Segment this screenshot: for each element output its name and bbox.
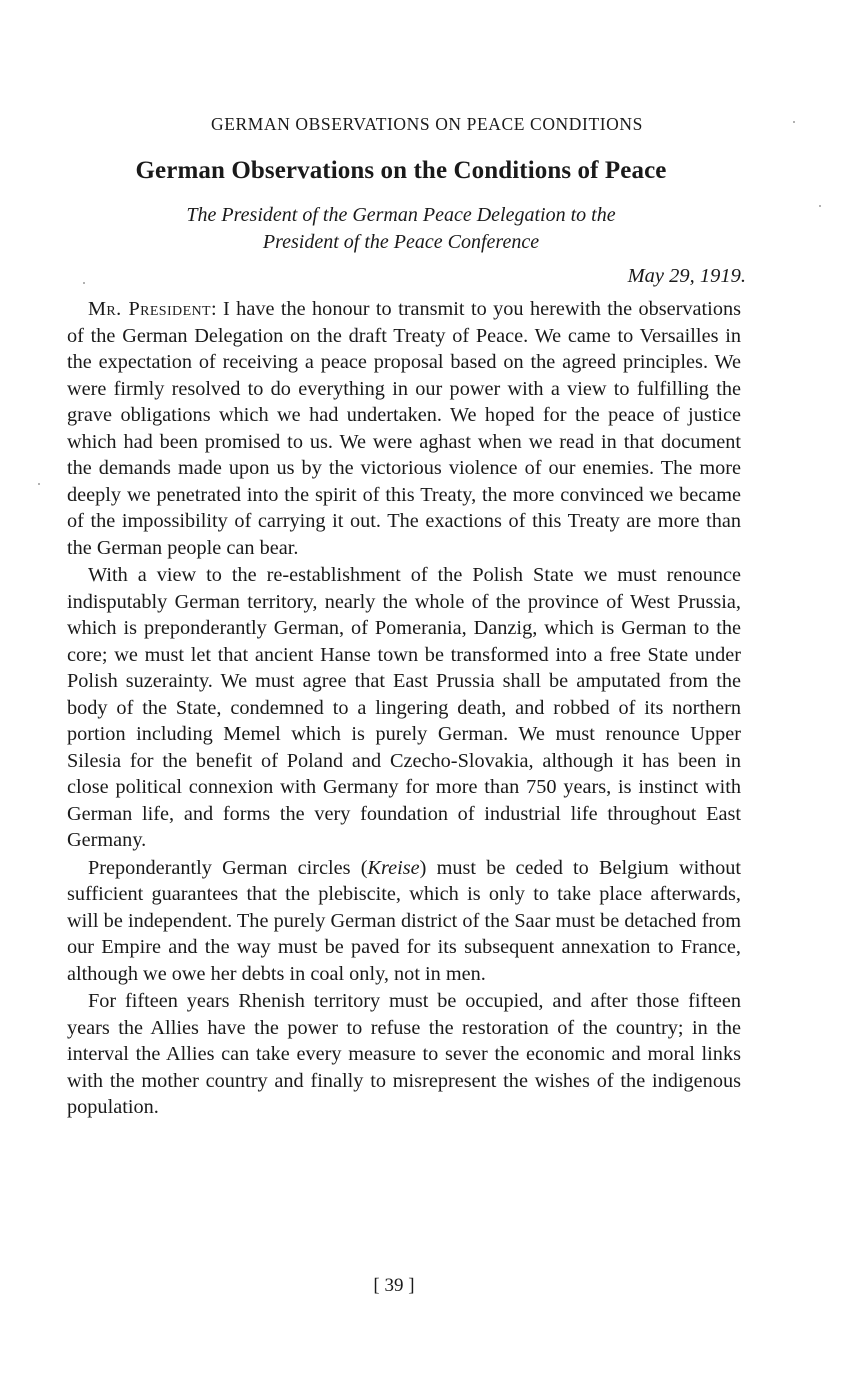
letter-body [67,296,741,1121]
paragraph-3-text-before: Preponderantly German circles ( [88,856,368,879]
scan-speck [793,121,795,123]
letter-subtitle [0,202,802,256]
subtitle-line-1: The President of the German Peace Delegation to the [186,204,616,226]
paragraph-3-italic-term: Kreise [367,856,420,879]
paragraph-1-text: : I have the honour to transmit to you herewith the observations of the German Delegation on the draft Treaty of Peace. We came to Versailles in the expectation of receiving a peace proposal based on the agreed principles. We were firmly resolved to do everything in our power with a view to fulfilling the grave obligations which we had undertaken. We hoped for the peace of justice which had been promised to us. We were aghast when we read in that document the demands made upon us by the victorious violence of our enemies. The more deeply we penetrated into the spirit of this Treaty, the more convinced we became of the impossibility of carrying it out. The exactions of this Treaty are more than the German people can bear. [67,298,741,559]
scan-speck [819,205,821,207]
paragraph-4: For fifteen years Rhenish territory must be occupied, and after those fifteen years the Allies have the power to refuse the restoration of the country; in the interval the Allies can take every measure to sever the economic and moral links with the mother country and finally to misrepresent the wishes of the indigenous population. [67,990,741,1118]
paragraph-3-text-after: ) must be ceded to Belgium without sufficient guarantees that the plebiscite, which is only to take place afterwards, will be independent. The purely German district of the Saar must be detached from our Empire and the way must be paved for its subsequent annexation to France, although we owe her debts in coal only, not in men. [67,856,741,985]
scan-speck [83,282,85,284]
scan-speck [38,483,40,485]
running-head: GERMAN OBSERVATIONS ON PEACE CONDITIONS [211,114,643,134]
page-title: German Observations on the Conditions of Peace [135,157,667,184]
paragraph-1 [67,296,741,561]
page-number: [ 39 ] [373,1275,415,1296]
paragraph-3 [67,855,741,988]
letter-date: May 29, 1919. [627,265,746,287]
salutation: Mr. President [88,298,211,320]
paragraph-2: With a view to the re-establishment of the Polish State we must renounce indisputably German territory, nearly the whole of the province of West Prussia, which is preponderantly German, of Pomerania, Danzig, which is German to the core; we must let that ancient Hanse town be transformed into a free State under Polish suzerainty. We must agree that East Prussia shall be amputated from the body of the State, condemned to a lingering death, and robbed of its northern portion including Memel which is purely German. We must renounce Upper Silesia for the benefit of Poland and Czecho-Slovakia, although it has been in close political connexion with Germany for more than 750 years, is instinct with German life, and forms the very foundation of industrial life throughout East Germany. [67,564,741,851]
subtitle-line-2: President of the Peace Conference [262,231,540,253]
